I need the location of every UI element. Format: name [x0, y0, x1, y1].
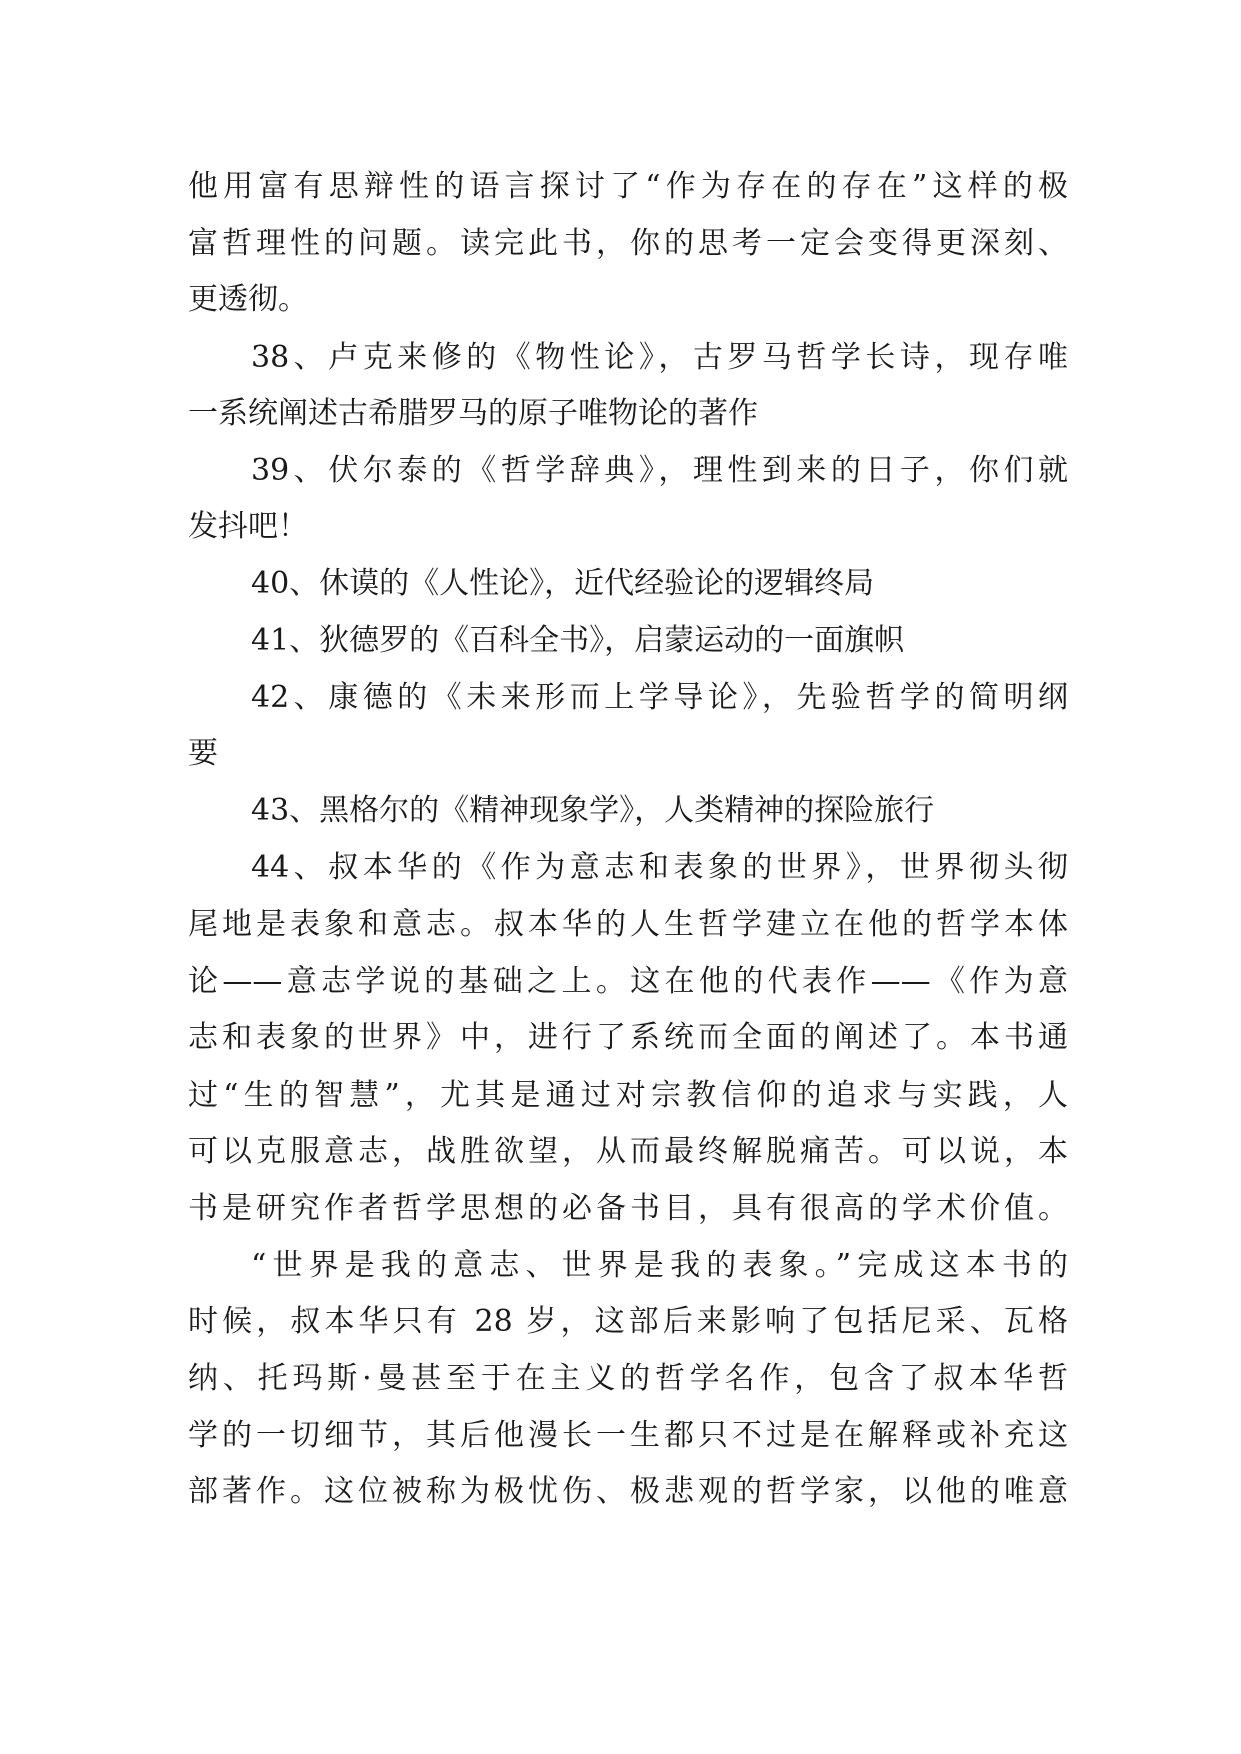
- text-line: 42、康德的《未来形而上学导论》，先验哲学的简明纲: [251, 680, 1068, 715]
- text-line: 学的一切细节，其后他漫长一生都只不过是在解释或补充这: [188, 1418, 1068, 1453]
- text-line: 尾地是表象和意志。叔本华的人生哲学建立在他的哲学本体: [188, 907, 1068, 942]
- text-line: 41、狄德罗的《百科全书》，启蒙运动的一面旗帜: [251, 623, 905, 658]
- text-line: 发抖吧！: [188, 509, 308, 544]
- text-line: 书是研究作者哲学思想的必备书目，具有很高的学术价值。: [188, 1191, 1068, 1226]
- text-line: 部著作。这位被称为极忧伤、极悲观的哲学家，以他的唯意: [188, 1474, 1068, 1509]
- text-line: 43、黑格尔的《精神现象学》，人类精神的探险旅行: [251, 793, 935, 828]
- text-line: 时候，叔本华只有 28 岁，这部后来影响了包括尼采、瓦格: [188, 1304, 1068, 1339]
- text-line: 更透彻。: [188, 282, 308, 317]
- text-line: 38、卢克来修的《物性论》，古罗马哲学长诗，现存唯: [251, 340, 1068, 375]
- text-line: 可以克服意志，战胜欲望，从而最终解脱痛苦。可以说，本: [188, 1134, 1068, 1169]
- text-line: 论——意志学说的基础之上。这在他的代表作——《作为意: [188, 964, 1068, 999]
- text-line: 40、休谟的《人性论》，近代经验论的逻辑终局: [251, 566, 875, 601]
- text-line: “世界是我的意志、世界是我的表象。”完成这本书的: [251, 1248, 1068, 1283]
- text-line: 志和表象的世界》中，进行了系统而全面的阐述了。本书通: [188, 1020, 1068, 1055]
- text-line: 富哲理性的问题。读完此书，你的思考一定会变得更深刻、: [188, 226, 1068, 261]
- text-line: 39、伏尔泰的《哲学辞典》，理性到来的日子，你们就: [251, 453, 1068, 488]
- text-line: 纳、托玛斯·曼甚至于在主义的哲学名作，包含了叔本华哲: [188, 1361, 1068, 1396]
- text-line: 他用富有思辩性的语言探讨了“作为存在的存在”这样的极: [188, 169, 1068, 204]
- text-line: 过“生的智慧”，尤其是通过对宗教信仰的追求与实践，人: [188, 1078, 1068, 1113]
- text-line: 要: [188, 736, 218, 771]
- text-line: 一系统阐述古希腊罗马的原子唯物论的著作: [188, 396, 758, 431]
- text-line: 44、叔本华的《作为意志和表象的世界》，世界彻头彻: [251, 850, 1068, 885]
